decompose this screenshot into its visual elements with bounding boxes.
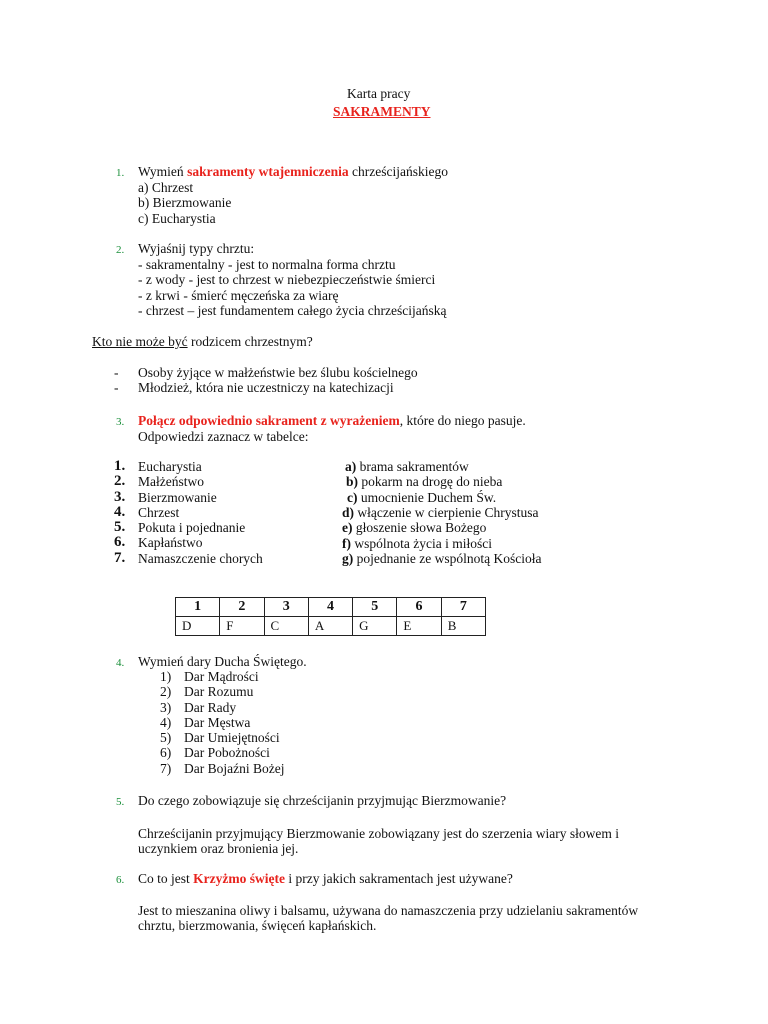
sacrament: Eucharystia (138, 459, 202, 474)
q2-item: - z krwi - śmierć męczeńska za wiarę (138, 287, 339, 303)
answer-cell: C (264, 617, 308, 636)
q6-question (138, 871, 513, 886)
q1-item: c) Eucharystia (138, 210, 216, 226)
q2-item: - chrzest – jest fundamentem całego życia chrześcijańską (138, 302, 447, 318)
sacrament: Kapłaństwo (138, 535, 203, 551)
answer-cell: G (353, 617, 397, 636)
q2-number: 2. (116, 244, 125, 256)
sacrament: Bierzmowanie (138, 489, 217, 505)
gift-item: Dar Męstwa (184, 714, 251, 730)
q6-answer: Jest to mieszanina oliwy i balsamu, używana do namaszczenia przy udzielaniu sakramentów chrztu, bierzmowania, święceń kapłańskich. (138, 903, 639, 934)
q1-pre: Wymień (138, 164, 188, 179)
answer-cell: B (441, 617, 485, 636)
q2-list (138, 257, 446, 318)
table-header-cell: 6 (397, 598, 441, 617)
gift-item: Dar Pobożności (184, 745, 270, 761)
godparent-question (92, 334, 313, 349)
q2-item: - sakramentalny - jest to normalna forma chrztu (138, 257, 396, 272)
answer-cell: E (397, 617, 441, 636)
q3-left-numbers: 1. 2. 3. 4. 5. 6. 7. (114, 458, 126, 566)
gift-item: Dar Mądrości (184, 669, 259, 684)
table-header-cell: 2 (220, 598, 264, 617)
table-header-cell: 7 (441, 598, 485, 617)
q3-instruction: Odpowiedzi zaznacz w tabelce: (138, 429, 309, 444)
q1-highlight: sakramenty wtajemniczenia (187, 164, 349, 179)
document-subtitle: SAKRAMENTY (333, 104, 431, 119)
answer-cell: F (220, 617, 264, 636)
q5-answer: Chrześcijanin przyjmujący Bierzmowanie zobowiązany jest do szerzenia wiary słowem i uczynkiem oraz bronienia jej. (138, 826, 619, 857)
q4-number: 4. (116, 657, 125, 669)
godparent-question-rest: rodzicem chrzestnym? (187, 334, 313, 349)
gift-item: Dar Rozumu (184, 684, 254, 700)
answer-table-row (176, 617, 486, 636)
q1-number: 1. (116, 167, 125, 179)
q6-post: i przy jakich sakramentach jest używane? (284, 871, 513, 886)
q1-question (138, 164, 448, 179)
gift-item: Dar Rady (184, 699, 237, 715)
answer-table (175, 597, 486, 636)
godparent-list (138, 365, 418, 396)
sacrament: Pokuta i pojednanie (138, 520, 246, 536)
q4-question: Wymień dary Ducha Świętego. (138, 654, 307, 669)
answer-cell: A (308, 617, 352, 636)
godparent-item: Młodzież, która nie uczestniczy na katechizacji (138, 380, 394, 396)
q6-number: 6. (116, 874, 125, 886)
godparent-item: Osoby żyjące w małżeństwie bez ślubu kościelnego (138, 365, 418, 380)
godparent-question-underlined: Kto nie może być (92, 334, 188, 349)
answer-cell: D (176, 617, 220, 636)
q3-highlight: Połącz odpowiednio sakrament z wyrażeniem (138, 413, 400, 428)
godparent-dash: - (114, 380, 119, 395)
q5-number: 5. (116, 796, 125, 808)
sacrament: Małżeństwo (138, 474, 204, 490)
gift-item: Dar Umiejętności (184, 730, 280, 746)
sacrament: Chrzest (138, 504, 180, 520)
q3-sacraments (138, 459, 263, 566)
q4-gifts (184, 669, 284, 776)
q1-post: chrześcijańskiego (348, 164, 448, 179)
q3-number: 3. (116, 416, 125, 428)
q3-question (138, 413, 526, 428)
sacrament: Namaszczenie chorych (138, 550, 263, 566)
table-header-cell: 5 (353, 598, 397, 617)
q4-list-numbers: 1) 2) 3) 4) 5) 6) 7) (160, 669, 172, 776)
q3-post: , które do niego pasuje. (399, 413, 526, 428)
q5-question: Do czego zobowiązuje się chrześcijanin przyjmując Bierzmowanie? (138, 793, 507, 808)
table-header-cell: 4 (308, 598, 352, 617)
table-header-cell: 3 (264, 598, 308, 617)
table-header-cell: 1 (176, 598, 220, 617)
q1-item: b) Bierzmowanie (138, 195, 232, 211)
document-title: Karta pracy (347, 86, 411, 101)
q1-item: a) Chrzest (138, 180, 194, 195)
q2-question: Wyjaśnij typy chrztu: (138, 241, 255, 256)
gift-item: Dar Bojaźni Bożej (184, 760, 285, 776)
godparent-dash: - (114, 365, 119, 380)
q1-list (138, 180, 231, 226)
q2-item: - z wody - jest to chrzest w niebezpieczeństwie śmierci (138, 272, 436, 288)
q6-highlight: Krzyżmo święte (193, 871, 285, 886)
answer-table-header (176, 598, 486, 617)
q6-pre: Co to jest (138, 871, 194, 886)
